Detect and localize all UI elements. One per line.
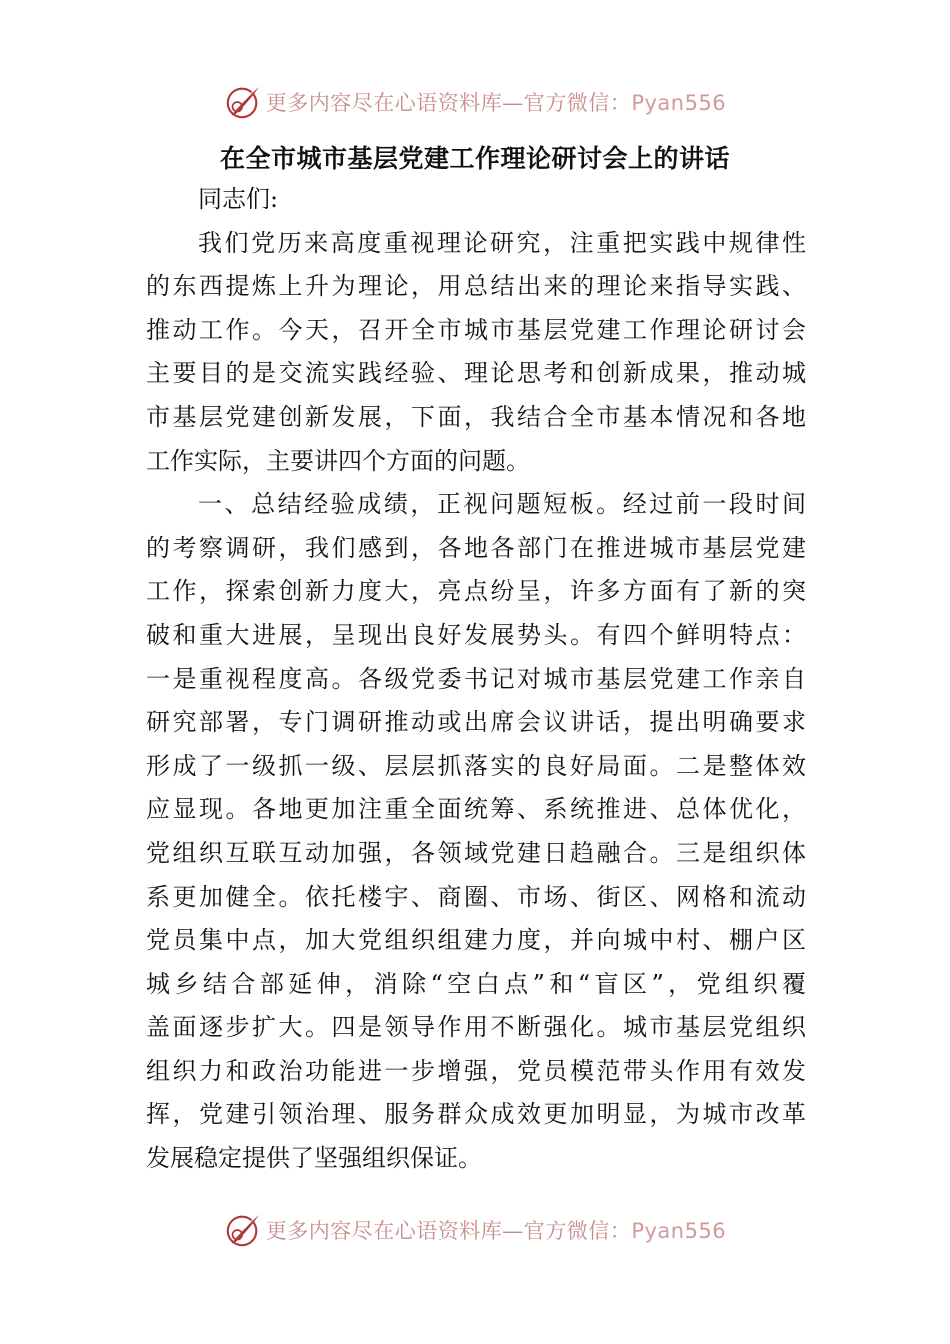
text-line: 主要目的是交流实践经验、理论思考和创新成果，推动城 bbox=[146, 359, 806, 388]
text-line: 发展稳定提供了坚强组织保证。 bbox=[146, 1144, 482, 1173]
document-body bbox=[146, 160, 806, 1181]
watermark-text: 更多内容尽在心语资料库—官方微信：Pyan556 bbox=[265, 1219, 727, 1243]
quill-logo-icon bbox=[224, 83, 262, 121]
text-line: 城乡结合部延伸，消除“空白点”和“盲区”，党组织覆 bbox=[146, 969, 806, 998]
text-line: 形成了一级抓一级、层层抓落实的良好局面。二是整体效 bbox=[146, 751, 806, 780]
watermark-wechat-id: Pyan556 bbox=[631, 91, 727, 115]
watermark-text: 更多内容尽在心语资料库—官方微信：Pyan556 bbox=[265, 91, 727, 115]
text-line: 应显现。各地更加注重全面统筹、系统推进、总体优化， bbox=[146, 795, 806, 824]
text-line: 系更加健全。依托楼宇、商圈、市场、街区、网格和流动 bbox=[146, 882, 806, 911]
text-line: 党员集中点，加大党组织组建力度，并向城中村、棚户区 bbox=[146, 926, 806, 955]
text-line: 研究部署，专门调研推动或出席会议讲话，提出明确要求 bbox=[146, 708, 806, 737]
watermark-wechat-id: Pyan556 bbox=[631, 1219, 727, 1243]
watermark-banner-bottom bbox=[0, 1208, 950, 1252]
text-line: 组织力和政治功能进一步增强，党员模范带头作用有效发 bbox=[146, 1056, 806, 1085]
text-line: 一是重视程度高。各级党委书记对城市基层党建工作亲自 bbox=[146, 664, 806, 693]
text-line: 工作实际，主要讲四个方面的问题。 bbox=[146, 446, 530, 475]
text-line: 推动工作。今天，召开全市城市基层党建工作理论研讨会 bbox=[146, 315, 806, 344]
text-line: 党组织互联互动加强，各领域党建日趋融合。三是组织体 bbox=[146, 838, 806, 867]
document-title: 在全市城市基层党建工作理论研讨会上的讲话 bbox=[219, 144, 730, 173]
text-line: 我们党历来高度重视理论研究，注重把实践中规律性 bbox=[198, 228, 806, 257]
watermark-banner-top bbox=[0, 80, 950, 124]
text-line: 一、总结经验成绩，正视问题短板。经过前一段时间 bbox=[198, 490, 806, 519]
text-line: 市基层党建创新发展，下面，我结合全市基本情况和各地 bbox=[146, 402, 806, 431]
text-line: 的东西提炼上升为理论，用总结出来的理论来指导实践、 bbox=[146, 272, 806, 301]
text-line: 挥，党建引领治理、服务群众成效更加明显，为城市改革 bbox=[146, 1100, 806, 1129]
text-line: 工作，探索创新力度大，亮点纷呈，许多方面有了新的突 bbox=[146, 577, 806, 606]
text-line: 同志们: bbox=[198, 185, 279, 213]
text-line: 破和重大进展，呈现出良好发展势头。有四个鲜明特点： bbox=[146, 620, 806, 649]
quill-logo-icon bbox=[224, 1211, 262, 1249]
text-line: 的考察调研，我们感到，各地各部门在推进城市基层党建 bbox=[146, 533, 806, 562]
text-line: 盖面逐步扩大。四是领导作用不断强化。城市基层党组织 bbox=[146, 1013, 806, 1042]
